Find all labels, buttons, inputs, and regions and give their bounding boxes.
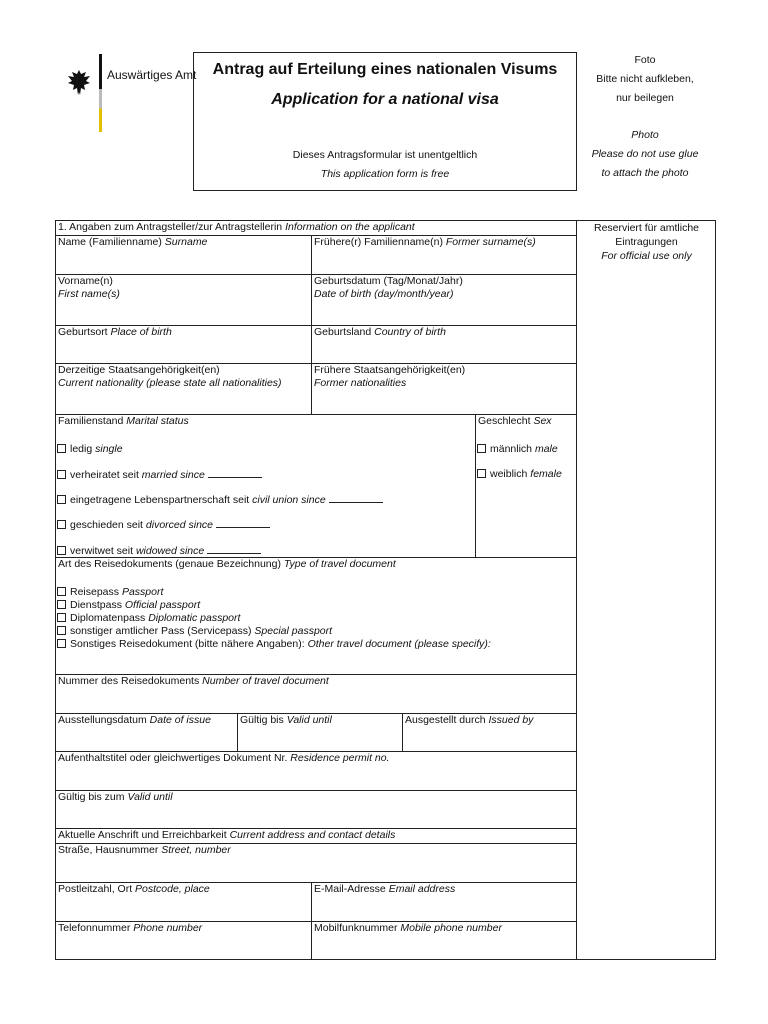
photo-de-1: Foto xyxy=(634,54,656,66)
civil-union-date-blank[interactable] xyxy=(329,493,383,503)
former-nationality-field[interactable] xyxy=(311,363,577,415)
option-label-en: Other travel document (please specify): xyxy=(307,638,491,650)
section-1-title-en: Information on the applicant xyxy=(285,221,415,233)
checkbox-diplomatic-passport[interactable] xyxy=(57,613,66,622)
travel-doc-label-de: Art des Reisedokuments (genaue Bezeichnung) xyxy=(58,558,281,570)
option-label-en: Official passport xyxy=(124,599,201,611)
checkbox-other-document[interactable] xyxy=(57,639,66,648)
official-use-column xyxy=(576,220,716,960)
issued-by-field[interactable] xyxy=(402,713,577,752)
option-label-en: Special passport xyxy=(254,625,333,637)
cob-label-de: Geburtsland xyxy=(314,326,372,338)
ministry-name: Auswärtiges Amt xyxy=(107,68,197,82)
checkbox-single[interactable] xyxy=(57,444,66,453)
address-label-en: Current address and contact details xyxy=(229,829,396,841)
street-label-en: Street, number xyxy=(161,844,231,856)
option-label-de: Dienstpass xyxy=(70,599,122,611)
postcode-field[interactable] xyxy=(55,882,312,922)
surname-field[interactable] xyxy=(55,235,312,275)
sex-label-de: Geschlecht xyxy=(478,415,531,427)
logo-divider xyxy=(99,54,102,132)
checkbox-passport[interactable] xyxy=(57,587,66,596)
phone-label-de: Telefonnummer xyxy=(58,922,131,934)
nationality-label-de: Derzeitige Staatsangehörigkeit(en) xyxy=(58,364,220,376)
email-label-de: E-Mail-Adresse xyxy=(314,883,386,895)
photo-en-3: to attach the photo xyxy=(601,167,689,179)
travel-doc-option-special[interactable] xyxy=(57,625,332,638)
option-label-de: weiblich xyxy=(490,468,528,480)
first-name-label-de: Vorname(n) xyxy=(58,275,113,287)
permit-label-de: Aufenthaltstitel oder gleichwertiges Dokument Nr. xyxy=(58,752,288,764)
free-notice-de: Dieses Antragsformular ist unentgeltlich xyxy=(292,149,478,161)
title-de: Antrag auf Erteilung eines nationalen Visums xyxy=(212,61,558,78)
former-nationality-label-en: Former nationalities xyxy=(314,377,407,389)
checkbox-female[interactable] xyxy=(477,469,486,478)
photo-de-2: Bitte nicht aufkleben, xyxy=(596,73,694,85)
checkbox-male[interactable] xyxy=(477,444,486,453)
checkbox-married[interactable] xyxy=(57,470,66,479)
federal-eagle-logo xyxy=(66,68,92,98)
mobile-label-de: Mobilfunknummer xyxy=(314,922,398,934)
marital-label-en: Marital status xyxy=(126,415,189,427)
option-label-de: ledig xyxy=(70,443,93,455)
married-date-blank[interactable] xyxy=(208,468,262,478)
place-of-birth-field[interactable] xyxy=(55,325,312,364)
official-use-de: Reserviert für amtliche Eintragungen xyxy=(593,222,700,248)
option-label-en: civil union since xyxy=(252,494,326,506)
address-section-header xyxy=(55,828,577,844)
sex-option-female[interactable] xyxy=(477,468,562,481)
valid-label-de: Gültig bis xyxy=(240,714,284,726)
option-label-de: Reisepass xyxy=(70,586,120,598)
nationality-label-en: Current nationality (please state all nationalities) xyxy=(58,377,282,389)
divorced-date-blank[interactable] xyxy=(216,518,270,528)
checkbox-divorced[interactable] xyxy=(57,520,66,529)
issue-label-de: Ausstellungsdatum xyxy=(58,714,147,726)
option-label-en: married since xyxy=(141,469,205,481)
permit-valid-label-en: Valid until xyxy=(127,791,173,803)
option-label-de: eingetragene Lebenspartnerschaft seit xyxy=(70,494,250,506)
surname-label-en: Surname xyxy=(164,236,208,248)
first-name-label-en: First name(s) xyxy=(58,288,120,300)
mobile-field[interactable] xyxy=(311,921,577,960)
dob-label-de: Geburtsdatum (Tag/Monat/Jahr) xyxy=(314,275,463,287)
cob-label-en: Country of birth xyxy=(374,326,446,338)
section-1-title-de: Angaben zum Antragsteller/zur Antragstellerin xyxy=(69,221,283,233)
travel-doc-option-other[interactable] xyxy=(57,638,491,651)
email-label-en: Email address xyxy=(388,883,456,895)
former-nationality-label-de: Frühere Staatsangehörigkeit(en) xyxy=(314,364,466,376)
option-label-en: divorced since xyxy=(145,519,214,531)
checkbox-widowed[interactable] xyxy=(57,546,66,555)
option-label-en: male xyxy=(534,443,558,455)
dob-label-en: Date of birth (day/month/year) xyxy=(314,288,454,300)
marital-option-divorced[interactable] xyxy=(57,518,270,532)
doc-number-label-en: Number of travel document xyxy=(202,675,329,687)
phone-field[interactable] xyxy=(55,921,312,960)
sex-group xyxy=(475,414,577,558)
permit-valid-label-de: Gültig bis zum xyxy=(58,791,125,803)
email-field[interactable] xyxy=(311,882,577,922)
section-1-header xyxy=(55,220,577,236)
option-label-de: Sonstiges Reisedokument (bitte nähere Angaben): xyxy=(70,638,305,650)
phone-label-en: Phone number xyxy=(133,922,203,934)
option-label-en: female xyxy=(530,468,562,480)
document-number-field[interactable] xyxy=(55,674,577,714)
title-en: Application for a national visa xyxy=(271,91,499,108)
travel-doc-label-en: Type of travel document xyxy=(283,558,396,570)
travel-doc-option-official[interactable] xyxy=(57,599,200,612)
street-field[interactable] xyxy=(55,843,577,883)
widowed-date-blank[interactable] xyxy=(207,544,261,554)
marital-label-de: Familienstand xyxy=(58,415,124,427)
photo-en-1: Photo xyxy=(631,129,659,141)
doc-number-label-de: Nummer des Reisedokuments xyxy=(58,675,200,687)
travel-doc-option-passport[interactable] xyxy=(57,586,163,599)
marital-status-group xyxy=(55,414,476,558)
valid-label-en: Valid until xyxy=(286,714,332,726)
free-notice-en: This application form is free xyxy=(320,168,450,180)
former-surname-label-de: Frühere(r) Familienname(n) xyxy=(314,236,443,248)
sex-label-en: Sex xyxy=(533,415,552,427)
checkbox-special-passport[interactable] xyxy=(57,626,66,635)
address-label-de: Aktuelle Anschrift und Erreichbarkeit xyxy=(58,829,227,841)
residence-permit-field[interactable] xyxy=(55,751,577,791)
travel-document-group xyxy=(55,557,577,675)
checkbox-civil-union[interactable] xyxy=(57,495,66,504)
date-of-birth-field[interactable] xyxy=(311,274,577,326)
title-box xyxy=(193,52,577,191)
country-of-birth-field[interactable] xyxy=(311,325,577,364)
nationality-field[interactable] xyxy=(55,363,312,415)
option-label-en: Diplomatic passport xyxy=(148,612,241,624)
postcode-label-en: Postcode, place xyxy=(135,883,210,895)
option-label-de: verwitwet seit xyxy=(70,545,134,557)
postcode-label-de: Postleitzahl, Ort xyxy=(58,883,133,895)
mobile-label-en: Mobile phone number xyxy=(400,922,502,934)
travel-doc-option-diplomatic[interactable] xyxy=(57,612,240,625)
photo-en-2: Please do not use glue xyxy=(591,148,699,160)
issued-by-label-de: Ausgestellt durch xyxy=(405,714,486,726)
former-surname-label-en: Former surname(s) xyxy=(445,236,536,248)
option-label-en: single xyxy=(95,443,123,455)
option-label-de: männlich xyxy=(490,443,533,455)
checkbox-official-passport[interactable] xyxy=(57,600,66,609)
valid-until-field[interactable] xyxy=(237,713,403,752)
marital-option-married[interactable] xyxy=(57,468,262,482)
permit-label-en: Residence permit no. xyxy=(290,752,390,764)
first-name-field[interactable] xyxy=(55,274,312,326)
pob-label-de: Geburtsort xyxy=(58,326,108,338)
issued-by-label-en: Issued by xyxy=(488,714,534,726)
issue-label-en: Date of issue xyxy=(149,714,211,726)
photo-note xyxy=(586,51,704,183)
photo-de-3: nur beilegen xyxy=(616,92,674,104)
marital-option-civil-union[interactable] xyxy=(57,493,383,507)
option-label-de: sonstiger amtlicher Pass (Servicepass) xyxy=(70,625,252,637)
former-surname-field[interactable] xyxy=(311,235,577,275)
surname-label-de: Name (Familienname) xyxy=(58,236,162,248)
permit-valid-until-field[interactable] xyxy=(55,790,577,829)
sex-option-male[interactable] xyxy=(477,443,558,456)
street-label-de: Straße, Hausnummer xyxy=(58,844,159,856)
option-label-de: geschieden seit xyxy=(70,519,143,531)
official-use-en: For official use only xyxy=(601,250,692,262)
option-label-en: Passport xyxy=(121,586,164,598)
date-of-issue-field[interactable] xyxy=(55,713,238,752)
option-label-en: widowed since xyxy=(135,545,205,557)
pob-label-en: Place of birth xyxy=(110,326,172,338)
option-label-de: Diplomatenpass xyxy=(70,612,146,624)
marital-option-single[interactable] xyxy=(57,443,123,456)
option-label-de: verheiratet seit xyxy=(70,469,139,481)
section-1-number: 1. xyxy=(58,221,67,233)
marital-option-widowed[interactable] xyxy=(57,544,261,558)
